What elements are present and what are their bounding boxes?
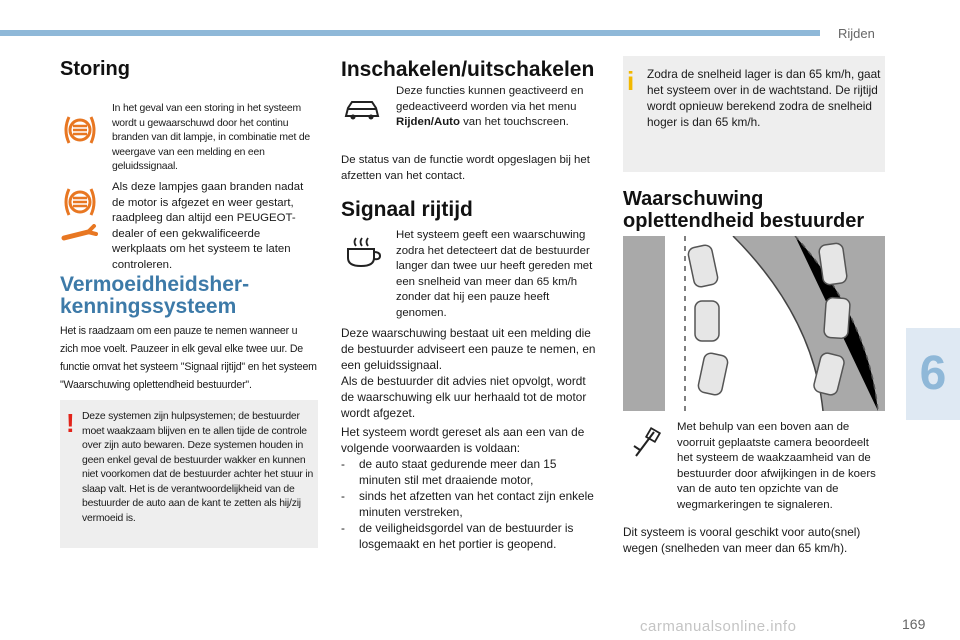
inschakelen-text: Deze functies kunnen geactiveerd en gedeactiveerd worden via het menu Rijden/Auto van het touchscreen. bbox=[396, 85, 584, 128]
waarschuwing-title: Waarschuwing oplettendheid bestuurder bbox=[623, 188, 865, 232]
coffee-cup-icon bbox=[342, 236, 382, 270]
list-item: - de auto staat gedurende meer dan 15 minuten stil met draaiende motor, bbox=[341, 456, 597, 488]
camera-text: Met behulp van een boven aan de voorruit geplaatste camera beoordeelt het systeem de waakzaamheid van de bestuurder door afwijkingen in de koers van de auto ten opzichte van de wegmarkeringen te signaleren. bbox=[677, 421, 876, 511]
signaal-text-2: Als de bestuurder dit advies niet opvolgt, wordt de waarschuwing elk uur herhaald tot de motor wordt afgezet. bbox=[341, 374, 587, 420]
section-label: Rijden bbox=[838, 26, 875, 41]
fault-lamp-icon bbox=[60, 184, 100, 220]
chapter-number: 6 bbox=[919, 347, 947, 400]
storing-text-1: In het geval van een storing in het systeem wordt u gewaarschuwd door het continu branden van dit lampje, in combinatie met de weergave van een melding en een geluidssignaal. bbox=[112, 103, 310, 172]
lane-drift-illustration bbox=[623, 236, 885, 411]
info-text: Zodra de snelheid lager is dan 65 km/h, gaat het systeem over in de wachtstand. De rijtijd wordt opnieuw berekend zodra de snelheid hoger is dan 65 km/h. bbox=[647, 67, 881, 129]
signaal-text-1: Deze waarschuwing bestaat uit een melding die de bestuurder adviseert een pauze te nemen, en een geluidssignaal. bbox=[341, 326, 596, 372]
reset-intro: Het systeem wordt gereset als aan een van de volgende voorwaarden is voldaan: bbox=[341, 425, 585, 455]
driver-attention-icon bbox=[632, 426, 662, 460]
suitable-text: Dit systeem is vooral geschikt voor auto(snel) wegen (snelheden van meer dan 65 km/h). bbox=[623, 525, 861, 555]
reset-conditions bbox=[341, 456, 597, 552]
info-icon: i bbox=[627, 66, 635, 96]
warning-text: Deze systemen zijn hulpsystemen; de bestuurder moet waakzaam blijven en te allen tijde de controle over zijn auto bewaren. Deze systemen houden in geen enkel geval de bestuurder wakker en kunnen niet voorkomen dat de bestuurder achter het stuur in slaap valt. Het is de verantwoordelijkheid van de bestuurder de auto aan de kant te zetten als hij/zij vermoeid is. bbox=[82, 411, 314, 524]
wrench-icon bbox=[60, 224, 100, 244]
vermoeid-intro: Het is raadzaam om een pauze te nemen wanneer u zich moe voelt. Pauzeer in elk geval elke twee uur. De functie omvat het systeem "Signaal rijtijd" en het systeem "Waarschuwing oplettendheid bestuurder". bbox=[60, 325, 317, 391]
signaal-icon-text: Het systeem geeft een waarschuwing zodra het detecteert dat de bestuurder langer dan twee uur heeft gereden met een snelheid van meer dan 65 km/h zonder dat hij een pauze heeft genomen. bbox=[396, 229, 593, 319]
car-settings-icon bbox=[342, 98, 382, 122]
info-box bbox=[623, 56, 885, 172]
warning-box bbox=[60, 400, 318, 548]
fault-lamp-icon bbox=[60, 112, 100, 148]
list-item: - de veiligheidsgordel van de bestuurder is losgemaakt en het portier is geopend. bbox=[341, 520, 597, 552]
signaal-title: Signaal rijtijd bbox=[341, 198, 473, 221]
storing-title: Storing bbox=[60, 58, 130, 80]
header-bar bbox=[0, 30, 820, 36]
vermoeid-title: Vermoeidheidsher- kenningssysteem bbox=[60, 273, 250, 318]
warning-exclamation-icon: ! bbox=[66, 408, 75, 438]
inschakelen-title: Inschakelen/uitschakelen bbox=[341, 58, 595, 81]
inschakelen-status: De status van de functie wordt opgeslagen bij het afzetten van het contact. bbox=[341, 154, 590, 182]
list-item: - sinds het afzetten van het contact zijn enkele minuten verstreken, bbox=[341, 488, 597, 520]
watermark: carmanualsonline.info bbox=[640, 618, 797, 635]
storing-text-2: Als deze lampjes gaan branden nadat de motor is afgezet en weer gestart, raadpleeg dan altijd een PEUGEOT-dealer of een gekwalificeerde werkplaats om het systeem te laten controleren. bbox=[112, 181, 304, 271]
page-number: 169 bbox=[902, 616, 926, 632]
